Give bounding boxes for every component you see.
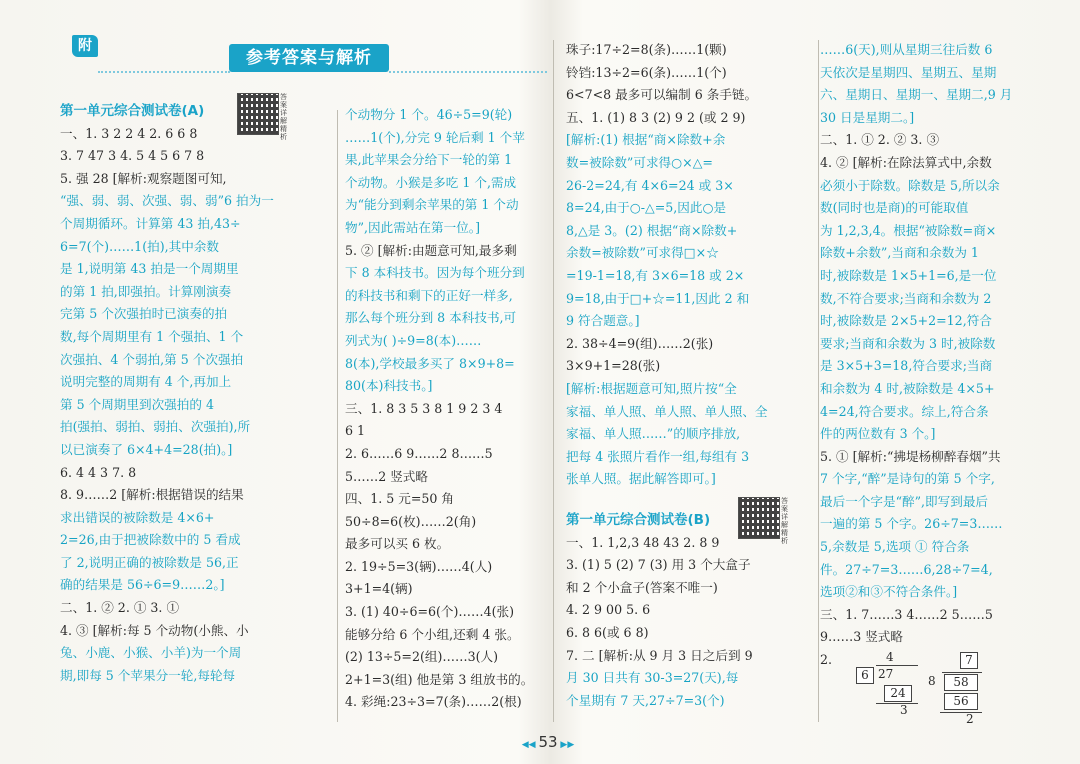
answer-line: 8. 9……2 [解析:根据错误的结果 [60,487,244,503]
answer-line: 6. 4 4 3 7. 8 [60,464,137,480]
analysis-line: 拍(强拍、弱拍、弱拍、次强拍),所 [60,419,251,435]
answer-line: 6. 8 6(或 6 8) [566,624,649,640]
ld1-dividend: 27 [878,667,894,681]
answer-line: 2. 6……6 9……2 8……5 [345,445,493,461]
analysis-line: 必须小于除数。除数是 5,所以余 [820,177,1000,193]
analysis-line: 4=24,符合要求。综上,符合条 [820,403,989,419]
analysis-line: 80(本)科技书。] [345,378,433,394]
prev-arrow-icon: ◀◀ [521,740,539,750]
analysis-line: 完第 5 个次强拍时已演奏的拍 [60,306,228,322]
analysis-line: 时,被除数是 1×5+1=6,是一位 [820,267,997,283]
analysis-line: 六、星期日、星期一、星期二,9 月 [820,87,1013,103]
analysis-line: 次强拍、4 个弱拍,第 5 个次强拍 [60,351,244,367]
page-number-text: 53 [538,733,558,751]
analysis-line: 的第 1 拍,即强拍。计算刚演奏 [60,283,232,299]
answer-line: 二、1. ② 2. ① 3. ① [60,600,180,616]
answer-line: 五、1. (1) 8 3 (2) 9 2 (或 2 9) [566,109,746,125]
analysis-line: 了 2,说明正确的被除数是 56,正 [60,554,239,570]
ld1-bar [876,665,918,666]
ld1-quotient: 4 [886,650,894,664]
answer-line: 能够分给 6 个小组,还剩 4 张。 [345,626,520,642]
analysis-line: 数,不符合要求;当商和余数为 2 [820,290,992,306]
page-banner-title: 参考答案与解析 [229,44,389,72]
answer-line: 二、1. ① 2. ② 3. ③ [820,132,940,148]
ld1-product: 24 [884,685,912,702]
analysis-line: 下 8 本科技书。因为每个班分到 [345,265,525,281]
analysis-line: ……1(个),分完 9 轮后剩 1 个苹 [345,129,525,145]
analysis-line: 张单人照。据此解答即可。] [566,471,716,487]
analysis-line: 数(同时也是商)的可能取值 [820,200,969,216]
analysis-line: 果,此苹果会分给下一轮的第 1 [345,152,513,168]
answer-line: 6<7<8 最多可以编制 6 条手链。 [566,87,758,103]
answer-line: 5. ① [解析:“拂堤杨柳醉春烟”共 [820,448,1001,464]
answer-column-2 [345,104,550,714]
analysis-line: =19-1=18,有 3×6=18 或 2× [566,267,745,283]
analysis-line: 5,余数是 5,选项 ① 符合条 [820,539,970,555]
analysis-line: 为“能分到剩余苹果的第 1 个动 [345,197,519,213]
ld2-remainder: 2 [966,712,974,726]
analysis-line: 确的结果是 56÷6=9……2。] [60,577,225,593]
analysis-line: 月 30 日共有 30-3=27(天),每 [566,670,739,686]
ld1-divisor: 6 [856,667,874,684]
page-spine [553,40,554,722]
analysis-line: 把每 4 张照片看作一组,每组有 3 [566,448,750,464]
analysis-line: 是 3×5+3=18,符合要求;当商 [820,358,993,374]
analysis-line: 8(本),学校最多买了 8×9+8= [345,355,515,371]
answer-line: 5. ② [解析:由题意可知,最多剩 [345,242,517,258]
analysis-line: 2=26,由于把被除数中的 5 看成 [60,532,241,548]
ld2-quotient: 7 [960,652,978,669]
answer-column-4 [820,39,1070,672]
ld2-product: 56 [944,693,978,710]
answer-line: 2+1=3(组) 他是第 3 组放书的。 [345,671,534,687]
analysis-line: 物”,因此需站在第一位。] [345,219,480,235]
answer-line: 四、1. 5 元=50 角 [345,491,454,507]
answer-line: 2. 38÷4=9(组)……2(张) [566,335,714,351]
page-number [518,733,578,751]
answer-line: 7. 二 [解析:从 9 月 3 日之后到 9 [566,647,753,663]
answer-line: 一、1. 1,2,3 48 43 2. 8 9 [566,534,720,550]
long-division-2 [928,652,998,728]
analysis-line: 时,被除数是 2×5+2=12,符合 [820,313,992,329]
analysis-line: 要求;当商和余数为 3 时,被除数 [820,335,996,351]
analysis-line: 件的两位数有 3 个。] [820,426,936,442]
analysis-line: 6=7(个)……1(拍),其中余数 [60,238,219,254]
analysis-line: 个动物。小猴是多吃 1 个,需成 [345,174,517,190]
qr-caption-a: 答案详解精析 [280,93,287,141]
analysis-line: 个星期有 7 天,27÷7=3(个) [566,692,725,708]
analysis-line: 个动物分 1 个。46÷5=9(轮) [345,107,513,122]
analysis-line: 家福、单人照、单人照、单人照、全 [566,403,768,419]
analysis-line: 7 个字,“醉”是诗句的第 5 个字, [820,471,995,487]
answer-line: 2. [820,652,833,668]
analysis-line: [解析:(1) 根据“商×除数+余 [566,132,726,148]
answer-line: 3. (1) 40÷6=6(个)……4(张) [345,604,515,620]
answer-line: 4. 彩绳:23÷3=7(条)……2(根) [345,694,522,710]
analysis-line: “强、弱、弱、次强、弱、弱”6 拍为一 [60,193,274,209]
analysis-line: 8,△是 3。(2) 根据“商×除数+ [566,222,738,238]
analysis-line: ……6(天),则从星期三往后数 6 [820,42,993,57]
analysis-line: 第 5 个周期里到次强拍的 4 [60,396,214,412]
column-divider-3 [818,40,819,722]
answer-line: 3. 7 47 3 4. 5 4 5 6 7 8 [60,148,205,164]
answer-line: 4. ③ [解析:每 5 个动物(小熊、小 [60,622,249,638]
analysis-line: 为 1,2,3,4。根据“被除数=商× [820,222,997,238]
answer-line: 3+1=4(辆) [345,581,413,597]
analysis-line: 最后一个字是“醉”,即写到最后 [820,493,989,509]
appendix-badge: 附 [72,35,98,57]
ld1-line [876,703,918,704]
ld1-remainder: 3 [900,703,908,717]
answer-line: 2. 19÷5=3(辆)……4(人) [345,558,493,574]
answer-line: 最多可以买 6 枚。 [345,536,450,552]
analysis-line: 的科技书和剩下的正好一样多, [345,287,513,303]
banner-dots-left [98,71,230,75]
answer-line: 4. 2 9 00 5. 6 [566,602,651,618]
analysis-line: 一遍的第 5 个字。26÷7=3…… [820,516,1003,532]
analysis-line: 以已演奏了 6×4+4=28(拍)。] [60,441,233,457]
answer-line: 50÷8=6(枚)……2(角) [345,513,477,529]
analysis-line: 求出错误的被除数是 4×6+ [60,509,215,525]
qr-caption-b: 答案详解精析 [781,497,788,545]
analysis-line: 30 日是星期二。] [820,109,915,125]
analysis-line: 余数=被除数”可求得□×☆ [566,245,719,261]
answer-line: 5……2 竖式略 [345,468,428,484]
ld2-divisor: 8 [928,674,936,688]
analysis-line: 家福、单人照……”的顺序排放, [566,426,741,442]
answer-column-3-bottom [566,509,811,712]
analysis-line: 8=24,由于○-△=5,因此○是 [566,200,727,216]
analysis-line: 期,即每 5 个苹果分一轮,每轮每 [60,667,236,683]
answer-line: 9……3 竖式略 [820,629,903,645]
analysis-line: 兔、小鹿、小猴、小羊)为一个周 [60,645,242,661]
answer-line: (2) 13÷5=2(组)……3(人) [345,649,499,665]
answer-line: 3. (1) 5 (2) 7 (3) 用 3 个大盒子 [566,557,751,573]
analysis-line: 除数+余数”,当商和余数为 1 [820,245,979,261]
analysis-line: 件。27÷7=3……6,28÷7=4, [820,561,993,577]
analysis-line: 那么每个班分到 8 本科技书,可 [345,310,517,326]
answer-line: 3×9+1=28(张) [566,358,661,374]
answer-line: 4. ② [解析:在除法算式中,余数 [820,154,992,170]
next-arrow-icon: ▶▶ [557,740,575,750]
section-title: 第一单元综合测试卷(A) [60,103,205,119]
answer-line: 6 1 [345,423,366,439]
analysis-line: 说明完整的周期有 4 个,再加上 [60,374,232,390]
answer-line: 珠子:17÷2=8(条)……1(颗) [566,42,727,57]
answer-line: 5. 强 28 [解析:观察题图可知, [60,170,227,186]
answer-column-3-top [566,39,811,491]
answer-line: 三、1. 8 3 5 3 8 1 9 2 3 4 [345,400,503,416]
analysis-line: 数=被除数”可求得○×△= [566,154,713,170]
analysis-line: 26-2=24,有 4×6=24 或 3× [566,177,734,193]
analysis-line: 数,每个周期里有 1 个强拍、1 个 [60,328,244,344]
answer-column-1 [60,100,335,687]
analysis-line: 是 1,说明第 43 拍是一个周期里 [60,261,239,277]
answer-line: 铃铛:13÷2=6(条)……1(个) [566,64,727,80]
section-title: 第一单元综合测试卷(B) [566,512,711,528]
analysis-line: 选项②和③不符合条件。] [820,584,958,600]
answer-line: 三、1. 7……3 4……2 5……5 [820,606,993,622]
analysis-line: 9 符合题意。] [566,313,640,329]
analysis-line: 天依次是星期四、星期五、星期 [820,64,997,80]
ld2-line [940,712,982,713]
analysis-line: 和余数为 4 时,被除数是 4×5+ [820,380,995,396]
ld2-bar [942,672,982,673]
analysis-line: 个周期循环。计算第 43 拍,43÷ [60,215,241,231]
ld2-dividend: 58 [944,674,978,691]
analysis-line: [解析:根据题意可知,照片按“全 [566,380,737,396]
analysis-line: 9=18,由于□+☆=11,因此 2 和 [566,290,750,306]
answer-line: 和 2 个小盒子(答案不唯一) [566,579,718,595]
analysis-line: 列式为( )÷9=8(本)…… [345,332,482,348]
column-divider-1 [337,110,338,722]
long-division-1 [856,650,926,720]
banner-dots-right [389,71,547,75]
answer-line: 一、1. 3 2 2 4 2. 6 6 8 [60,125,198,141]
